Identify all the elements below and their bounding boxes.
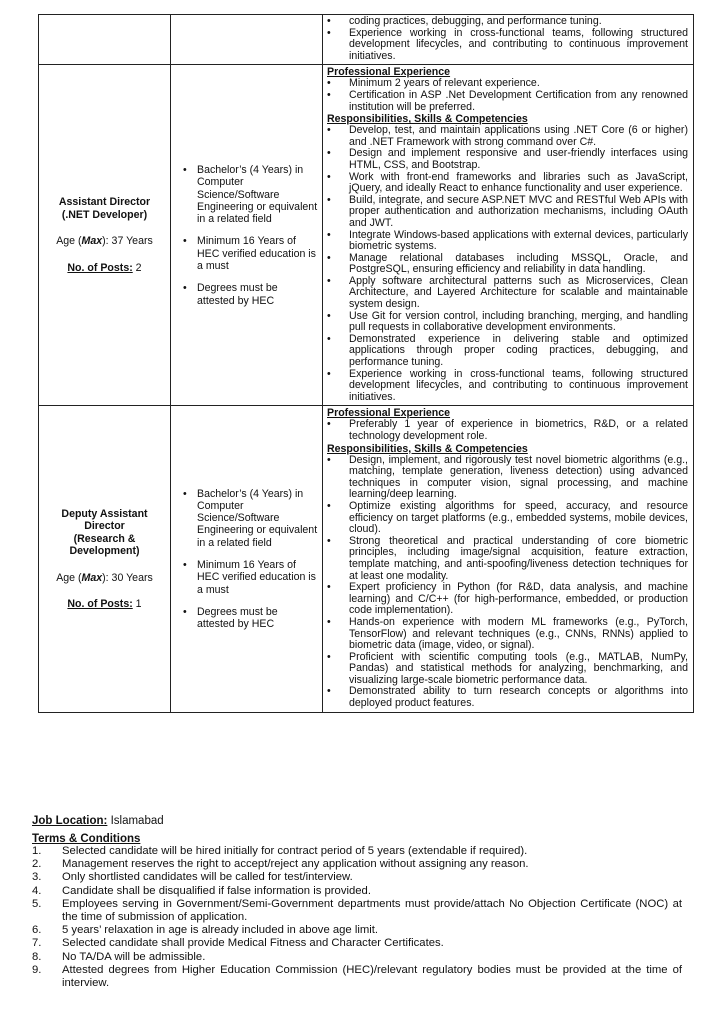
job-location-value: Islamabad (107, 815, 164, 827)
education-list (171, 164, 322, 307)
list-item: • Hands-on experience with modern ML frameworks (e.g., PyTorch, TensorFlow) and relevant techniques (e.g., CNNs, RNNs) applied to biometric data (image, video, or signal). (327, 617, 688, 652)
education-list (171, 488, 322, 631)
list-item: • Expert proficiency in Python (for R&D, data analysis, and machine learning) and C/C++ (for high-performance, embedded, or production code implementation). (327, 582, 688, 617)
list-item: • Bachelor’s (4 Years) in Computer Science/Software Engineering or equivalent in a related field (183, 164, 318, 225)
list-item: • Build, integrate, and secure ASP.NET MVC and RESTful Web APIs with proper authentication and authorization mechanisms, including OAuth and JWT. (327, 195, 688, 230)
list-item: • Certification in ASP .Net Development Certification from any renowned institution will be preferred. (327, 90, 688, 113)
section-heading: Responsibilities, Skills & Competencies (327, 442, 528, 455)
job-row-deputy-assistant-director (39, 406, 694, 712)
list-item: • Demonstrated experience in delivering stable and optimized applications through proper coding practices, debugging, and performance tuning. (327, 334, 688, 369)
section-heading: Responsibilities, Skills & Competencies (327, 113, 528, 126)
section-heading: Professional Experience (327, 407, 451, 420)
terms-list (32, 845, 682, 990)
list-item: 9. Attested degrees from Higher Education Commission (HEC)/relevant regulatory bodies must be provided at the time of interview. (32, 963, 682, 990)
list-item: • Strong theoretical and practical understanding of core biometric principles, including image/signal acquisition, feature extraction, template matching, and anti-spoofing/liveness detection techniques for at least one modality. (327, 536, 688, 582)
list-item: 2. Management reserves the right to accept/reject any application without assigning any reason. (32, 858, 529, 871)
education-cell (171, 406, 323, 712)
list-item: 6. 5 years’ relaxation in age is already included in above age limit. (32, 924, 379, 937)
list-item: • Preferably 1 year of experience in biometrics, R&D, or a related technology development role. (327, 419, 688, 442)
experience-cell (323, 406, 694, 712)
job-location-label: Job Location: (32, 815, 108, 827)
section-heading: Professional Experience (327, 66, 451, 79)
list-item: 5. Employees serving in Government/Semi-Government departments must provide/attach No Objection Certificate (NOC) at the time of submission of application. (32, 897, 682, 924)
experience-cell (323, 15, 694, 65)
responsibilities-list (327, 125, 688, 403)
list-item: • Integrate Windows-based applications with external devices, particularly biometric systems. (327, 230, 688, 253)
terms-heading: Terms & Conditions (32, 833, 141, 845)
list-item: • Minimum 16 Years of HEC verified education is a must (183, 235, 318, 272)
responsibilities-list (327, 455, 688, 710)
list-item: • Proficient with scientific computing tools (e.g., MATLAB, NumPy, Pandas) and statistical methods for analyzing, benchmarking, and visualizing large-scale biometric performance data. (327, 652, 688, 687)
job-row-assistant-director (39, 65, 694, 406)
list-item: 4. Candidate shall be disqualified if false information is provided. (32, 884, 371, 897)
age-limit: Age (Max): 30 Years (56, 571, 153, 584)
age-limit: Age (Max): 37 Years (56, 235, 153, 248)
list-item: • Experience working in cross-functional teams, following structured development lifecycles, and contributing to continuous improvement initiatives. (327, 369, 688, 404)
responsibilities-list (327, 16, 688, 62)
list-item: 3. Only shortlisted candidates will be called for test/interview. (32, 871, 353, 884)
experience-list (327, 419, 688, 442)
job-table (38, 14, 694, 713)
post-cell (39, 15, 171, 65)
list-item: • Apply software architectural patterns such as Microservices, Clean Architecture, and Layered Architecture for scalable and maintainable system design. (327, 276, 688, 311)
list-item: • Develop, test, and maintain applications using .NET Core (6 or higher) and .NET Framework with strong command over C#. (327, 125, 688, 148)
post-cell (39, 65, 171, 406)
list-item: • Experience working in cross-functional teams, following structured development lifecycles, and contributing to continuous improvement initiatives. (327, 28, 688, 63)
job-row-continued (39, 15, 694, 65)
experience-list (327, 78, 688, 113)
post-cell (39, 406, 171, 712)
list-item: 1. Selected candidate will be hired initially for contract period of 5 years (extendable if required). (32, 845, 528, 857)
list-item: • Design, implement, and rigorously test novel biometric algorithms (e.g., matching, template generation, liveness detection) using advanced techniques in computer vision, signal processing, and machine learning/deep learning. (327, 455, 688, 501)
list-item: • Degrees must be attested by HEC (183, 282, 318, 307)
list-item: • Demonstrated ability to turn research concepts or algorithms into deployed product features. (327, 686, 688, 709)
education-cell (171, 65, 323, 406)
list-item: • Use Git for version control, including branching, merging, and handling pull requests in collaborative development environments. (327, 311, 688, 334)
list-item: • coding practices, debugging, and performance tuning. (327, 16, 688, 28)
job-location (32, 814, 164, 828)
list-item: • Degrees must be attested by HEC (183, 606, 318, 631)
posts-count: No. of Posts: 2 (67, 261, 142, 274)
list-item: • Minimum 16 Years of HEC verified education is a must (183, 559, 318, 596)
list-item: • Design and implement responsive and user-friendly interfaces using HTML, CSS, and Bootstrap. (327, 148, 688, 171)
post-title: Deputy Assistant Director (Research & Development) (61, 507, 148, 558)
list-item: • Optimize existing algorithms for speed, accuracy, and resource efficiency on target platforms (e.g., embedded systems, mobile devices, cloud). (327, 501, 688, 536)
list-item: • Work with front-end frameworks and libraries such as JavaScript, jQuery, and ideally React to enhance functionality and user experience. (327, 172, 688, 195)
education-cell (171, 15, 323, 65)
list-item: • Minimum 2 years of relevant experience. (327, 78, 688, 90)
list-item: • Bachelor’s (4 Years) in Computer Science/Software Engineering or equivalent in a related field (183, 488, 318, 549)
list-item: • Manage relational databases including MSSQL, Oracle, and PostgreSQL, ensuring efficiency and reliability in data handling. (327, 253, 688, 276)
list-item: 8. No TA/DA will be admissible. (32, 950, 206, 963)
list-item: 7. Selected candidate shall provide Medical Fitness and Character Certificates. (32, 937, 444, 950)
post-title: Assistant Director (.NET Developer) (58, 196, 151, 221)
posts-count: No. of Posts: 1 (67, 598, 142, 611)
experience-cell (323, 65, 694, 406)
